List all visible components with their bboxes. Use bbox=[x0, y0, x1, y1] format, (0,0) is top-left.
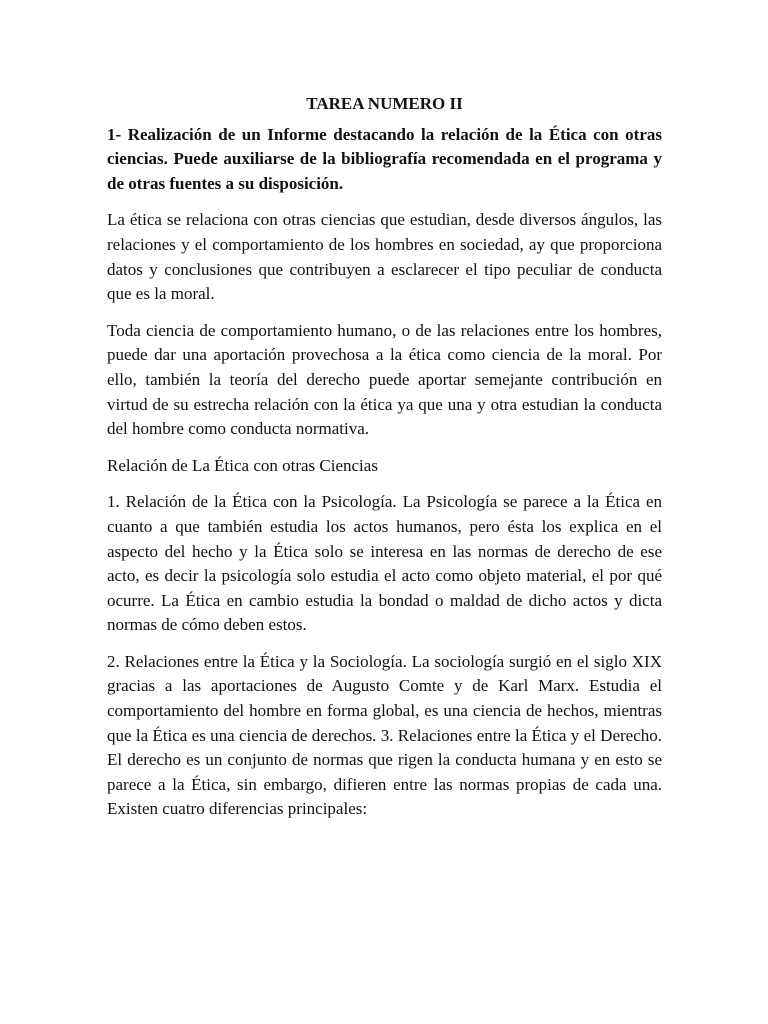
document-title: TAREA NUMERO II bbox=[306, 94, 463, 113]
sociologia-text: 2. Relaciones entre la Ética y la Sociología. La sociología surgió en el siglo XIX gracias a las aportaciones de Augusto Comte y de Karl Marx. Estudia el comportamiento del hombre en forma global, es una ciencia de hechos, mientras que la Ética es una ciencia de derechos. bbox=[107, 651, 662, 745]
task-statement: 1- Realización de un Informe destacando la relación de la Ética con otras ciencias. Puede auxiliarse de la bibliografía recomendada en el programa y de otras fuentes a su disposición. bbox=[107, 124, 662, 193]
second-paragraph: Toda ciencia de comportamiento humano, o de las relaciones entre los hombres, puede dar una aportación provechosa a la ética como ciencia de la moral. Por ello, también la teoría del derecho puede aportar semejante contribución en virtud de su estrecha relación con la ética ya que una y otra estudian la conducta del hombre como conducta normativa. bbox=[107, 320, 662, 439]
document-page bbox=[107, 92, 662, 822]
section-psicologia: 1. Relación de la Ética con la Psicología. La Psicología se parece a la Ética en cuanto a que también estudia los actos humanos, pero ésta los explica en el aspecto del hecho y la Ética solo se interesa en las normas de derecho de ese acto, es decir la psicología solo estudia el acto como objeto material, el por qué ocurre. La Ética en cambio estudia la bondad o maldad de dicho actos y dicta normas de cómo deben estos. bbox=[107, 492, 662, 635]
section-sociologia bbox=[107, 650, 662, 822]
derecho-text: 3. Relaciones entre la Ética y el Derecho. El derecho es un conjunto de normas que rigen la conducta humana y en esto se parece a la Ética, sin embargo, difieren entre las normas propias de cada una. Existen cuatro diferencias principales: bbox=[107, 725, 662, 819]
intro-paragraph: La ética se relaciona con otras ciencias que estudian, desde diversos ángulos, las relaciones y el comportamiento de los hombres en sociedad, ay que proporciona datos y conclusiones que contribuyen a esclarecer el tipo peculiar de conducta que es la moral. bbox=[107, 210, 662, 304]
section-subheading: Relación de La Ética con otras Ciencias bbox=[107, 455, 378, 475]
